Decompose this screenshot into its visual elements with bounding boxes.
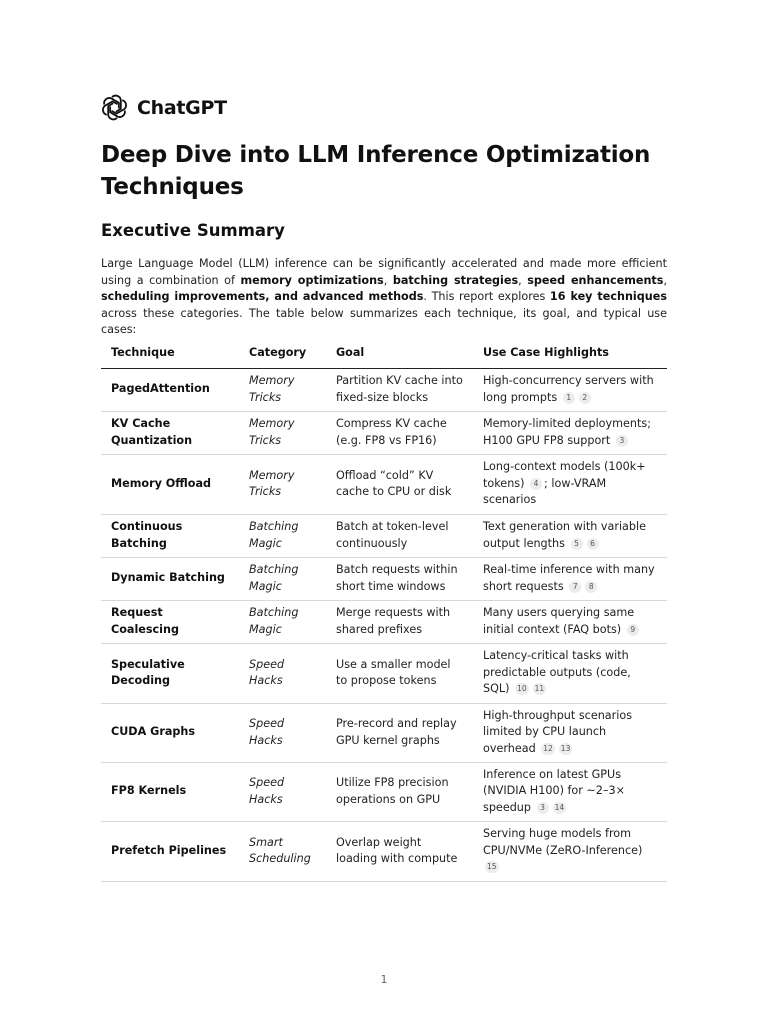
use-case-text: Real-time inference with many short requests <box>483 563 655 593</box>
summary-bold: 16 key techniques <box>549 290 667 303</box>
technique-cell: PagedAttention <box>101 368 239 411</box>
citation-badge[interactable]: 13 <box>560 743 571 753</box>
use-case-text: High-throughput scenarios limited by CPU launch overhead <box>483 708 633 755</box>
technique-cell: Request Coalescing <box>101 600 239 643</box>
citation-badge[interactable]: 11 <box>534 684 545 694</box>
table-row <box>101 368 667 411</box>
summary-text: , <box>383 273 393 287</box>
citation-badge[interactable]: 7 <box>569 581 581 593</box>
table-row <box>101 600 667 643</box>
category-cell: Speed Hacks <box>239 762 326 821</box>
use-case-cell <box>473 514 667 557</box>
summary-bold: speed enhancements <box>527 273 664 287</box>
header-use-case: Use Case Highlights <box>473 341 667 368</box>
citation-badge[interactable]: 14 <box>554 802 565 812</box>
summary-text: Large Language Model (LLM) inference can be significantly accelerated and made more efficient using a combination of <box>101 257 667 287</box>
table-row <box>101 643 667 703</box>
goal-cell: Offload “cold” KV cache to CPU or disk <box>326 454 473 514</box>
summary-text: across these categories. The table below summarizes each technique, its goal, and typical use cases: <box>101 306 667 336</box>
use-case-text: Inference on latest GPUs (NVIDIA H100) for ~2–3× speedup <box>483 767 626 814</box>
table-row <box>101 821 667 881</box>
citation-badge[interactable]: 12 <box>543 743 553 753</box>
use-case-cell <box>473 557 667 600</box>
summary-bold: scheduling improvements, and advanced methods <box>101 290 424 303</box>
category-cell: Batching Magic <box>239 514 326 557</box>
citation-badge[interactable]: 4 <box>530 478 542 490</box>
citation-badge[interactable]: 15 <box>487 862 497 872</box>
category-cell: Smart Scheduling <box>239 821 326 881</box>
use-case-cell <box>473 411 667 454</box>
goal-cell: Compress KV cache (e.g. FP8 vs FP16) <box>326 411 473 454</box>
goal-cell: Partition KV cache into fixed-size blocks <box>326 368 473 411</box>
citation-badge[interactable]: 3 <box>616 435 628 447</box>
citation-badge[interactable]: 9 <box>627 624 639 636</box>
summary-paragraph <box>101 256 667 339</box>
citation-badge[interactable]: 6 <box>587 538 599 550</box>
technique-cell: Memory Offload <box>101 454 239 514</box>
use-case-cell <box>473 454 667 514</box>
use-case-text: ; low-VRAM scenarios <box>483 476 607 507</box>
use-case-text: Many users querying same initial context (FAQ bots) <box>483 606 635 636</box>
citation-badge[interactable]: 10 <box>517 684 527 694</box>
header-goal: Goal <box>326 341 473 368</box>
technique-cell: CUDA Graphs <box>101 703 239 762</box>
summary-bold: batching strategies <box>392 273 519 287</box>
use-case-text: Latency-critical tasks with predictable outputs (code, SQL) <box>483 649 631 696</box>
table-row <box>101 514 667 557</box>
citation-badge[interactable]: 8 <box>585 581 597 593</box>
citation-badge[interactable]: 3 <box>537 802 549 814</box>
citation-badge[interactable]: 5 <box>571 538 583 550</box>
technique-cell: Prefetch Pipelines <box>101 821 239 881</box>
category-cell: Speed Hacks <box>239 643 326 703</box>
category-cell: Memory Tricks <box>239 411 326 454</box>
table-row <box>101 411 667 454</box>
technique-cell: Continuous Batching <box>101 514 239 557</box>
page-number: 1 <box>380 973 388 986</box>
table-body <box>101 368 667 881</box>
table-header-row <box>101 341 667 368</box>
brand-header <box>101 94 227 121</box>
table-row <box>101 703 667 762</box>
table-row <box>101 762 667 821</box>
brand-name: ChatGPT <box>137 96 227 119</box>
goal-cell: Overlap weight loading with compute <box>326 821 473 881</box>
category-cell: Batching Magic <box>239 600 326 643</box>
use-case-cell <box>473 368 667 411</box>
goal-cell: Batch at token-level continuously <box>326 514 473 557</box>
use-case-cell <box>473 703 667 762</box>
technique-cell: Dynamic Batching <box>101 557 239 600</box>
technique-cell: FP8 Kernels <box>101 762 239 821</box>
goal-cell: Batch requests within short time windows <box>326 557 473 600</box>
header-technique: Technique <box>101 341 239 368</box>
goal-cell: Use a smaller model to propose tokens <box>326 643 473 703</box>
summary-bold: memory optimizations <box>240 273 384 287</box>
use-case-cell <box>473 821 667 881</box>
goal-cell: Pre-record and replay GPU kernel graphs <box>326 703 473 762</box>
document-title: Deep Dive into LLM Inference Optimization Techniques <box>101 142 651 200</box>
use-case-cell <box>473 600 667 643</box>
summary-text: , <box>518 273 528 287</box>
technique-cell: Speculative Decoding <box>101 643 239 703</box>
category-cell: Memory Tricks <box>239 368 326 411</box>
techniques-table <box>101 341 667 882</box>
header-category: Category <box>239 341 326 368</box>
goal-cell: Utilize FP8 precision operations on GPU <box>326 762 473 821</box>
use-case-text: High-concurrency servers with long prompts <box>483 374 654 404</box>
citation-badge[interactable]: 2 <box>579 392 591 404</box>
table-row <box>101 454 667 514</box>
use-case-cell <box>473 643 667 703</box>
summary-text: . This report explores <box>423 290 550 303</box>
category-cell: Memory Tricks <box>239 454 326 514</box>
openai-logo-icon <box>101 94 128 121</box>
use-case-text: Text generation with variable output lengths <box>483 520 647 550</box>
summary-text: , <box>663 273 667 287</box>
goal-cell: Merge requests with shared prefixes <box>326 600 473 643</box>
use-case-text: Serving huge models from CPU/NVMe (ZeRO-Inference) <box>483 827 643 857</box>
section-heading: Executive Summary <box>101 221 285 240</box>
use-case-cell <box>473 762 667 821</box>
citation-badge[interactable]: 1 <box>563 392 575 404</box>
category-cell: Batching Magic <box>239 557 326 600</box>
technique-cell: KV Cache Quantization <box>101 411 239 454</box>
use-case-text: Long-context models (100k+ tokens) <box>483 460 646 490</box>
use-case-text: Memory-limited deployments; H100 GPU FP8 support <box>483 417 652 447</box>
category-cell: Speed Hacks <box>239 703 326 762</box>
table-row <box>101 557 667 600</box>
